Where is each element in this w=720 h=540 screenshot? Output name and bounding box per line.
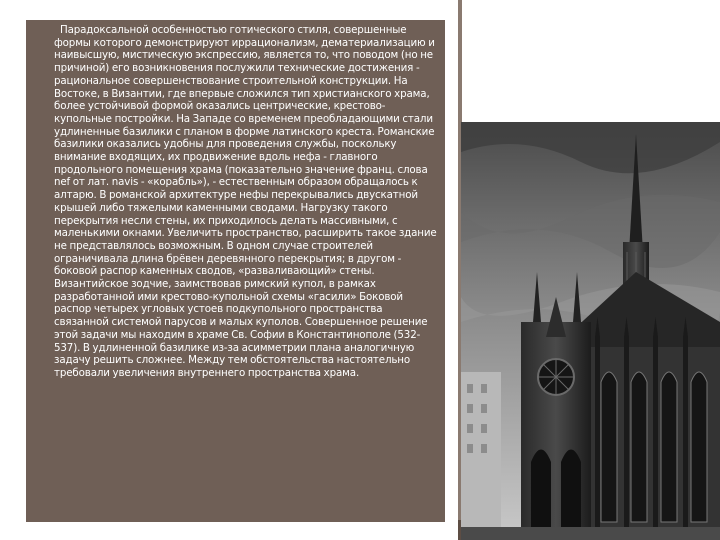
- building-left: [461, 372, 501, 540]
- ground: [461, 527, 720, 540]
- gothic-cathedral-photo: [461, 122, 720, 540]
- body-paragraph: Парадоксальной особенностью готического стиля, совершенные формы которого демонстрируют иррационализм, дематериализацию и наивысшую, мистическую экспрессию, является то, что поводом (но не причиной) его возникновения послужили технические достижения - рациональное совершенствование строительной конструкции. На Востоке, в Византии, где впервые сложился тип христианского храма, более устойчивой формой оказались центрические, крестово-купольные постройки. На Западе со временем преобладающими стали удлиненные базилики с планом в форме латинского креста. Романские базилики оказались удобны для проведения службы, поскольку внимание входящих, их продвижение вдоль нефа - главного продольного помещения храма (показательно значение франц. слова nef от лат. navis - «корабль»), - естественным образом обращалось к алтарю. В романской архитектуре нефы перекрывались двускатной крышей либо тяжелыми каменными сводами. Нагрузку такого перекрытия несли стены, их приходилось делать массивными, с маленькими окнами. Увеличить пространство, расширить такое здание не представлялось возможным. В одном случае строителей ограничивала длина брёвен деревянного перекрытия; в другом - боковой распор каменных сводов, «разваливающий» стены. Византийское зодчие, заимствовав римский купол, в рамках разработанной ими крестово-купольной схемы «гасили» Боковой распор четырех угловых устоев подкупольного пространства связанной системой парусов и малых куполов. Совершенное решение этой задачи мы находим в храме Св. Софии в Константинополе (532-537). В удлиненной базилике из-за асимметрии плана аналогичную задачу решить сложнее. Между тем обстоятельства настоятельно требовали увеличения внутреннего пространства храма.: [54, 24, 437, 379]
- cathedral-illustration: [461, 122, 720, 540]
- text-panel: [26, 20, 445, 522]
